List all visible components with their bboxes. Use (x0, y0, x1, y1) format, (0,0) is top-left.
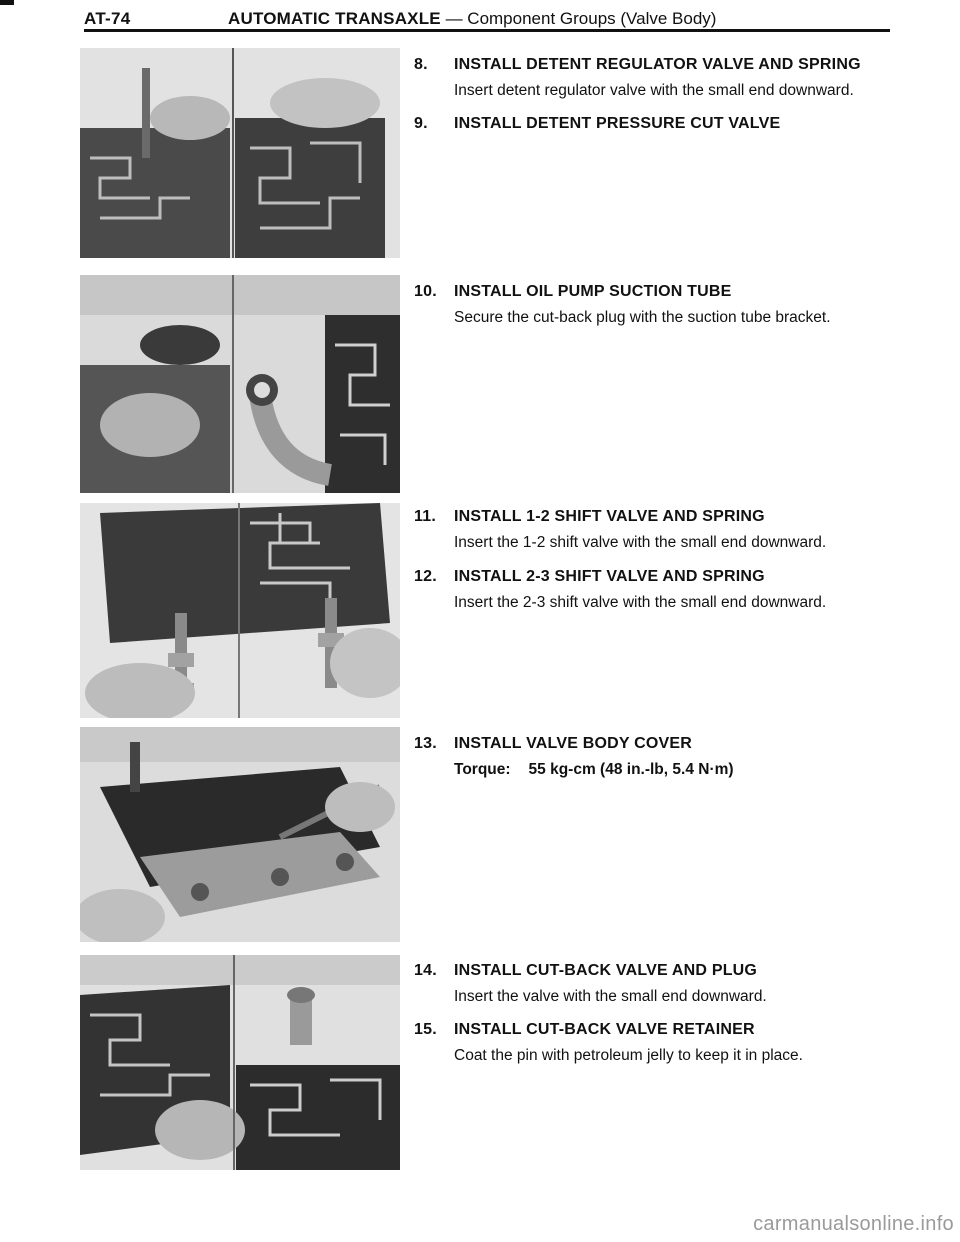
step-description: Coat the pin with petroleum jelly to keep it in place. (454, 1047, 803, 1064)
torque-label: Torque: (454, 761, 511, 778)
step-title: INSTALL 2-3 SHIFT VALVE AND SPRING (454, 568, 765, 585)
photo-detent-regulator-valve (80, 48, 400, 258)
step-description: Insert the valve with the small end downward. (454, 988, 767, 1005)
step-14 (414, 962, 904, 1006)
step-number: 13. (414, 735, 437, 752)
step-title: INSTALL VALVE BODY COVER (454, 735, 693, 752)
page-title (228, 9, 716, 29)
step-title: INSTALL CUT-BACK VALVE AND PLUG (454, 962, 758, 979)
step-title: INSTALL OIL PUMP SUCTION TUBE (454, 283, 732, 300)
step-13 (414, 735, 904, 779)
step-heading (414, 56, 904, 78)
step-heading (414, 508, 904, 530)
photo-cut-back-valve (80, 955, 400, 1170)
torque-value: 55 kg-cm (48 in.-lb, 5.4 N·m) (528, 761, 734, 778)
corner-mark (0, 0, 14, 5)
step-12 (414, 568, 904, 612)
step-8 (414, 56, 904, 100)
photo-valve-body-cover (80, 727, 400, 942)
page-number: AT-74 (84, 9, 131, 28)
step-heading (414, 115, 904, 137)
step-heading (414, 735, 904, 757)
step-description: Insert detent regulator valve with the small end downward. (454, 82, 854, 99)
step-heading (414, 283, 904, 305)
step-number: 8. (414, 56, 428, 73)
photo-shift-valves (80, 503, 400, 718)
step-number: 15. (414, 1021, 437, 1038)
step-11 (414, 508, 904, 552)
photo-oil-pump-suction-tube (80, 275, 400, 493)
step-description: Insert the 2-3 shift valve with the small end downward. (454, 594, 827, 611)
step-15 (414, 1021, 904, 1065)
step-title: INSTALL 1-2 SHIFT VALVE AND SPRING (454, 508, 765, 525)
watermark[interactable]: carmanualsonline.info (753, 1213, 954, 1235)
step-title: INSTALL CUT-BACK VALVE RETAINER (454, 1021, 755, 1038)
step-description: Secure the cut-back plug with the suction tube bracket. (454, 309, 831, 326)
step-number: 10. (414, 283, 437, 300)
step-title: INSTALL DETENT REGULATOR VALVE AND SPRING (454, 56, 861, 73)
page-title-bold: AUTOMATIC TRANSAXLE (228, 9, 441, 28)
page-header (84, 6, 890, 32)
step-title: INSTALL DETENT PRESSURE CUT VALVE (454, 115, 781, 132)
torque-spec (454, 761, 904, 779)
step-number: 14. (414, 962, 437, 979)
step-number: 12. (414, 568, 437, 585)
step-heading (414, 1021, 904, 1043)
step-heading (414, 962, 904, 984)
step-description: Insert the 1-2 shift valve with the small end downward. (454, 534, 827, 551)
step-number: 9. (414, 115, 428, 132)
step-heading (414, 568, 904, 590)
step-number: 11. (414, 508, 436, 525)
step-9 (414, 115, 904, 137)
step-10 (414, 283, 904, 327)
page-title-rest: — Component Groups (Valve Body) (440, 9, 717, 28)
